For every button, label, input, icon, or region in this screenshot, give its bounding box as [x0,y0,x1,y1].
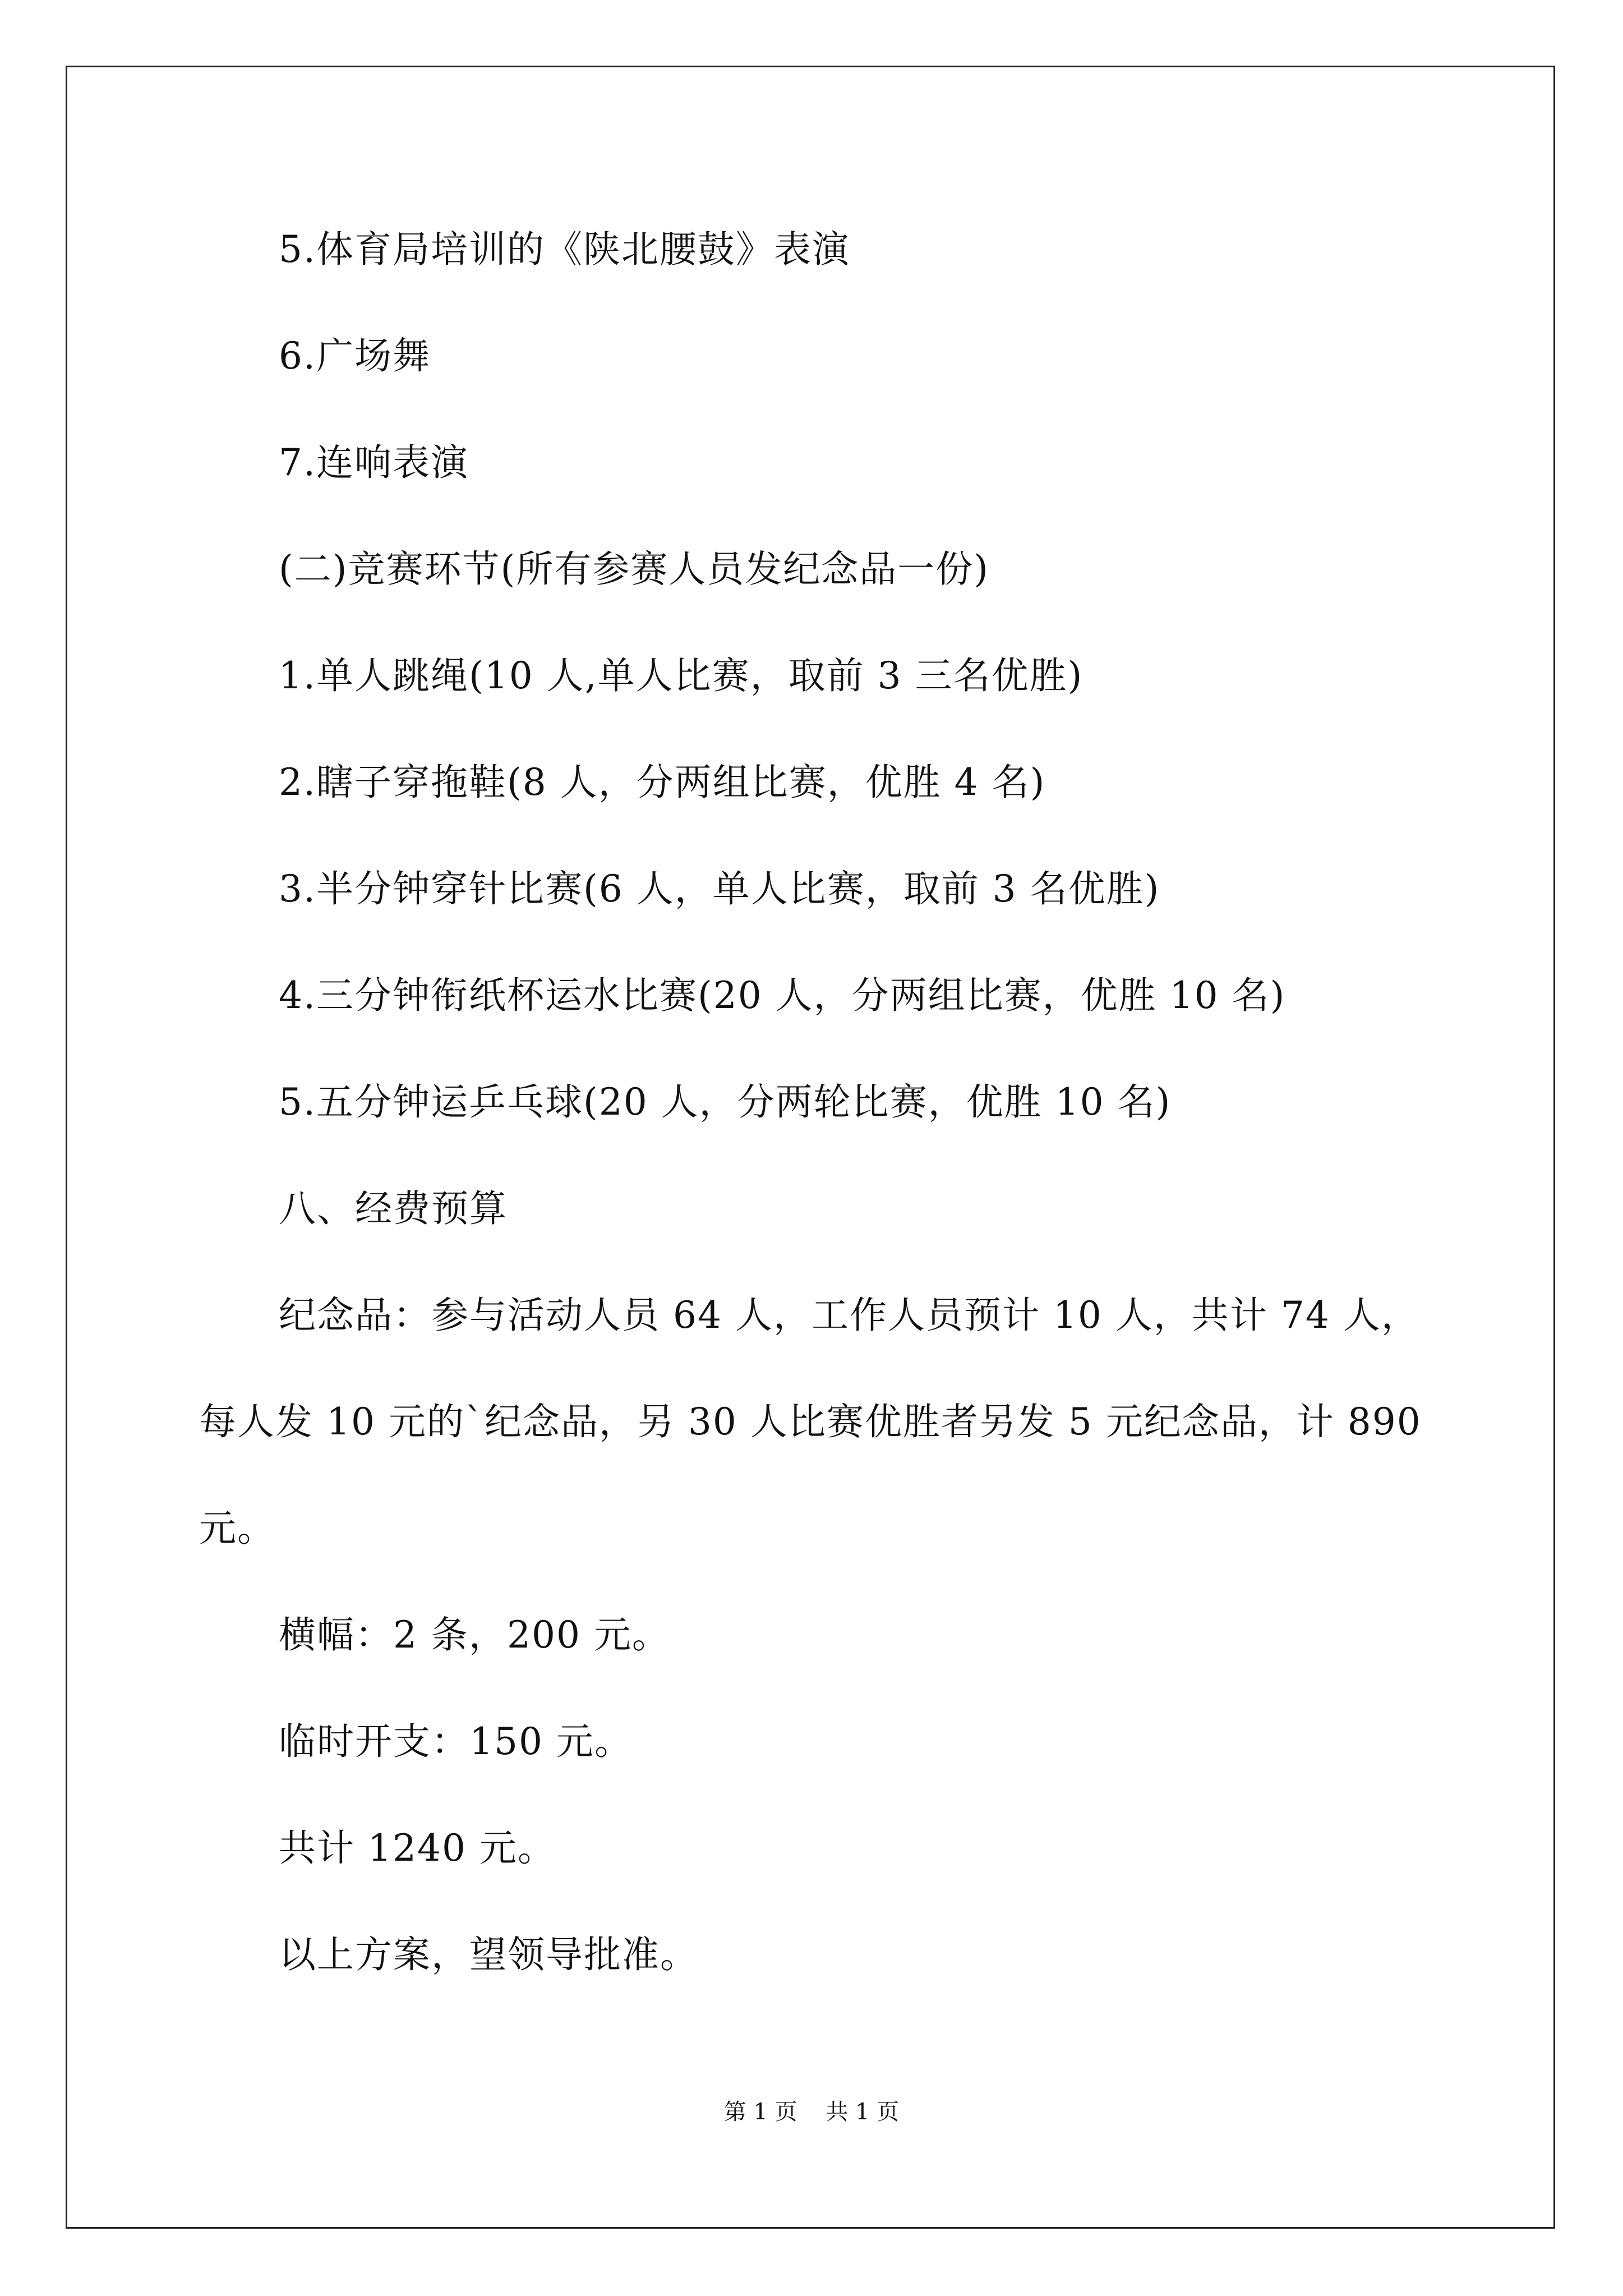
text-line: 每人发 10 元的`纪念品，另 30 人比赛优胜者另发 5 元纪念品，计 890 [199,1400,1422,1443]
text-line: 横幅：2 条，200 元。 [279,1613,670,1657]
text-line: 7.连响表演 [279,441,469,484]
text-line: 2.瞎子穿拖鞋(8 人，分两组比赛，优胜 4 名) [279,761,1046,804]
section-heading: 八、经费预算 [279,1187,508,1230]
text-line: 3.半分钟穿针比赛(6 人，单人比赛，取前 3 名优胜) [279,867,1160,910]
text-line: 元。 [199,1507,275,1550]
text-line: 5.五分钟运乒乓球(20 人，分两轮比赛，优胜 10 名) [279,1080,1172,1124]
text-line: 5.体育局培训的《陕北腰鼓》表演 [279,228,850,271]
text-line: 共计 1240 元。 [279,1826,556,1870]
section-heading: (二)竞赛环节(所有参赛人员发纪念品一份) [279,547,989,591]
text-line: 6.广场舞 [279,334,431,378]
text-line: 4.三分钟衔纸杯运水比赛(20 人，分两组比赛，优胜 10 名) [279,974,1286,1017]
page-footer: 第 1 页 共 1 页 [723,2099,900,2125]
text-line: 1.单人跳绳(10 人,单人比赛，取前 3 三名优胜) [279,654,1083,697]
text-line: 纪念品：参与活动人员 64 人，工作人员预计 10 人，共计 74 人， [279,1294,1419,1337]
text-line: 以上方案，望领导批准。 [279,1933,698,1976]
page-border [66,66,1555,2229]
text-line: 临时开支：150 元。 [279,1720,633,1763]
